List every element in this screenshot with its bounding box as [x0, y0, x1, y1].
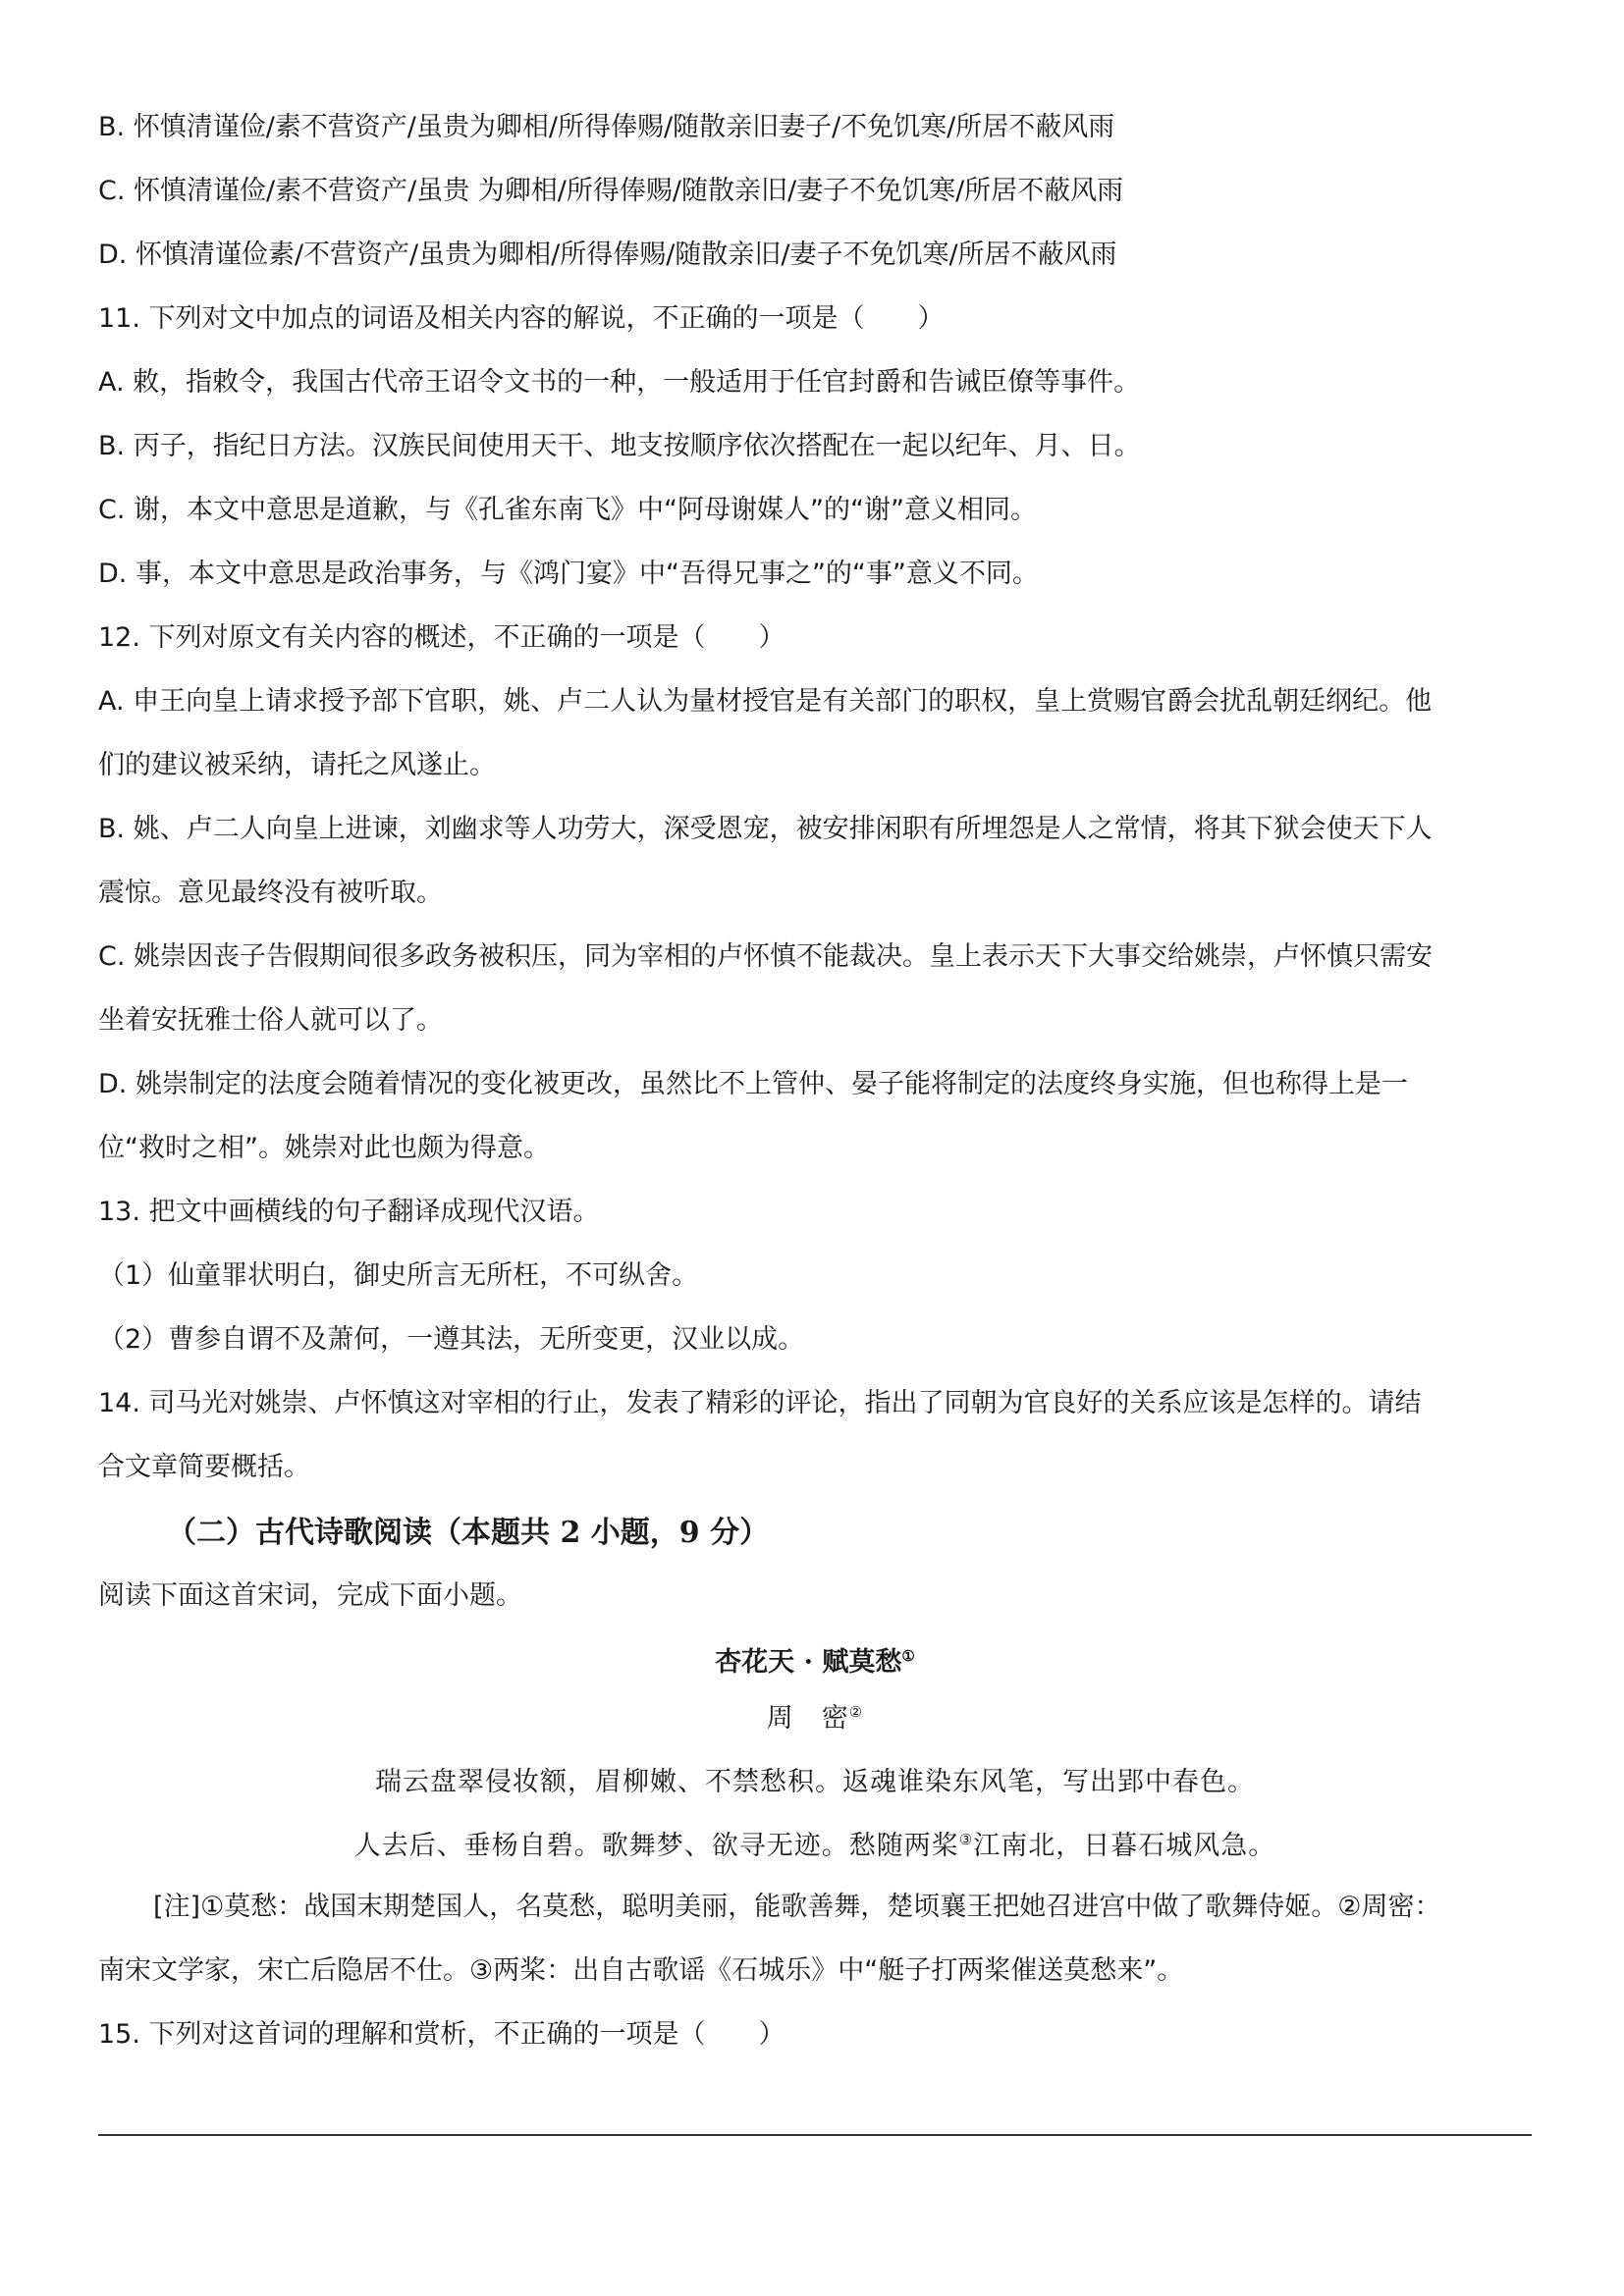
q10-option-d: D. 怀慎清谨俭素/不营资产/虽贵为卿相/所得俸赐/随散亲旧/妻子不免饥寒/所居不蔽风雨 — [98, 240, 1117, 270]
q13-stem: 13. 把文中画横线的句子翻译成现代汉语。 — [98, 1197, 600, 1227]
q14-line1: 14. 司马光对姚崇、卢怀慎这对宰相的行止，发表了精彩的评论，指出了同朝为官良好的关系应该是怎样的。请结 — [98, 1388, 1422, 1418]
q11-option-d: D. 事，本文中意思是政治事务，与《鸿门宴》中“吾得兄事之”的“事”意义不同。 — [98, 559, 1039, 589]
poem-intro: 阅读下面这首宋词，完成下面小题。 — [98, 1580, 522, 1611]
q12-option-d-line1: D. 姚崇制定的法度会随着情况的变化被更改，虽然比不上管仲、晏子能将制定的法度终身实施，但也称得上是一 — [98, 1069, 1408, 1099]
q12-option-b-line1: B. 姚、卢二人向皇上进谏，刘幽求等人功劳大，深受恩宠，被安排闲职有所埋怨是人之常情，将其下狱会使天下人 — [98, 814, 1433, 844]
poem-notes — [98, 1888, 1532, 1991]
q12-option-a-line2: 们的建议被采纳，请托之风遂止。 — [98, 750, 496, 780]
poem-notes-line2: 南宋文学家，宋亡后隐居不仕。③两桨：出自古歌谣《石城乐》中“艇子打两桨催送莫愁来”。 — [98, 1955, 1184, 1986]
q11-stem: 11. 下列对文中加点的词语及相关内容的解说，不正确的一项是（ ） — [98, 303, 945, 334]
section-heading-poetry: （二）古代诗歌阅读（本题共 2 小题，9 分） — [167, 1516, 770, 1550]
q12-option-b — [98, 810, 1532, 913]
poem-line-2 — [98, 1824, 1532, 1862]
poem-line-2a: 人去后、垂杨自碧。歌舞梦、欲寻无迹。愁随两桨 — [353, 1831, 959, 1861]
q12-stem: 12. 下列对原文有关内容的概述，不正确的一项是（ ） — [98, 622, 785, 653]
q10-option-b: B. 怀慎清谨俭/素不营资产/虽贵为卿相/所得俸赐/随散亲旧妻子/不免饥寒/所居不蔽风雨 — [98, 112, 1115, 142]
poem-title-note: ① — [901, 1647, 915, 1665]
exam-page — [98, 108, 1532, 2079]
q14-line2: 合文章简要概括。 — [98, 1452, 310, 1482]
q10-option-c: C. 怀慎清谨俭/素不营资产/虽贵 为卿相/所得俸赐/随散亲旧/妻子不免饥寒/所居不蔽风雨 — [98, 176, 1124, 206]
q12-option-d-line2: 位“救时之相”。姚崇对此也颇为得意。 — [98, 1133, 550, 1163]
q15-stem: 15. 下列对这首词的理解和赏析，不正确的一项是（ ） — [98, 2019, 785, 2050]
q12-option-a-line1: A. 申王向皇上请求授予部下官职，姚、卢二人认为量材授官是有关部门的职权，皇上赏赐官爵会扰乱朝廷纲纪。他 — [98, 686, 1433, 717]
q11-option-c: C. 谢，本文中意思是道歉，与《孔雀东南飞》中“阿母谢媒人”的“谢”意义相同。 — [98, 495, 1037, 525]
q12-option-c-line2: 坐着安抚雅士俗人就可以了。 — [98, 1005, 443, 1036]
poem-author-note: ② — [848, 1703, 864, 1721]
poem-notes-line1: [注]①莫愁：战国末期楚国人，名莫愁，聪明美丽，能歌善舞，楚顷襄王把她召进宫中做了歌舞侍姬。②周密： — [153, 1892, 1441, 1922]
poem-line-1: 瑞云盘翠侵妆额，眉柳嫩、不禁愁积。返魂谁染东风笔，写出郢中春色。 — [375, 1767, 1255, 1797]
q12-option-c-line1: C. 姚崇因丧子告假期间很多政务被积压，同为宰相的卢怀慎不能裁决。皇上表示天下大事交给姚崇，卢怀慎只需安 — [98, 941, 1434, 972]
q14 — [98, 1384, 1532, 1487]
q12-option-c — [98, 937, 1532, 1041]
q11-option-a: A. 敕，指敕令，我国古代帝王诏令文书的一种，一般适用于任官封爵和告诫臣僚等事件。 — [98, 367, 1141, 398]
footer-divider — [98, 2134, 1532, 2136]
poem-author-text: 周 密 — [766, 1703, 849, 1734]
q12-option-d — [98, 1065, 1532, 1168]
poem-line-2b: 江南北，日暮石城风急。 — [973, 1831, 1276, 1861]
poem-title — [98, 1640, 1532, 1679]
q12-option-a — [98, 682, 1532, 785]
poem-author — [98, 1696, 1532, 1735]
q11-option-b: B. 丙子，指纪日方法。汉族民间使用天干、地支按顺序依次搭配在一起以纪年、月、日。 — [98, 431, 1141, 461]
poem-title-text: 杏花天 · 赋莫愁 — [715, 1647, 902, 1678]
q13-sentence-2: （2）曹参自谓不及萧何，一遵其法，无所变更，汉业以成。 — [98, 1324, 805, 1355]
q13-sentence-1: （1）仙童罪状明白，御史所言无所枉，不可纵舍。 — [98, 1260, 699, 1291]
poem-line-2-note: ③ — [958, 1831, 974, 1848]
q12-option-b-line2: 震惊。意见最终没有被听取。 — [98, 878, 443, 908]
